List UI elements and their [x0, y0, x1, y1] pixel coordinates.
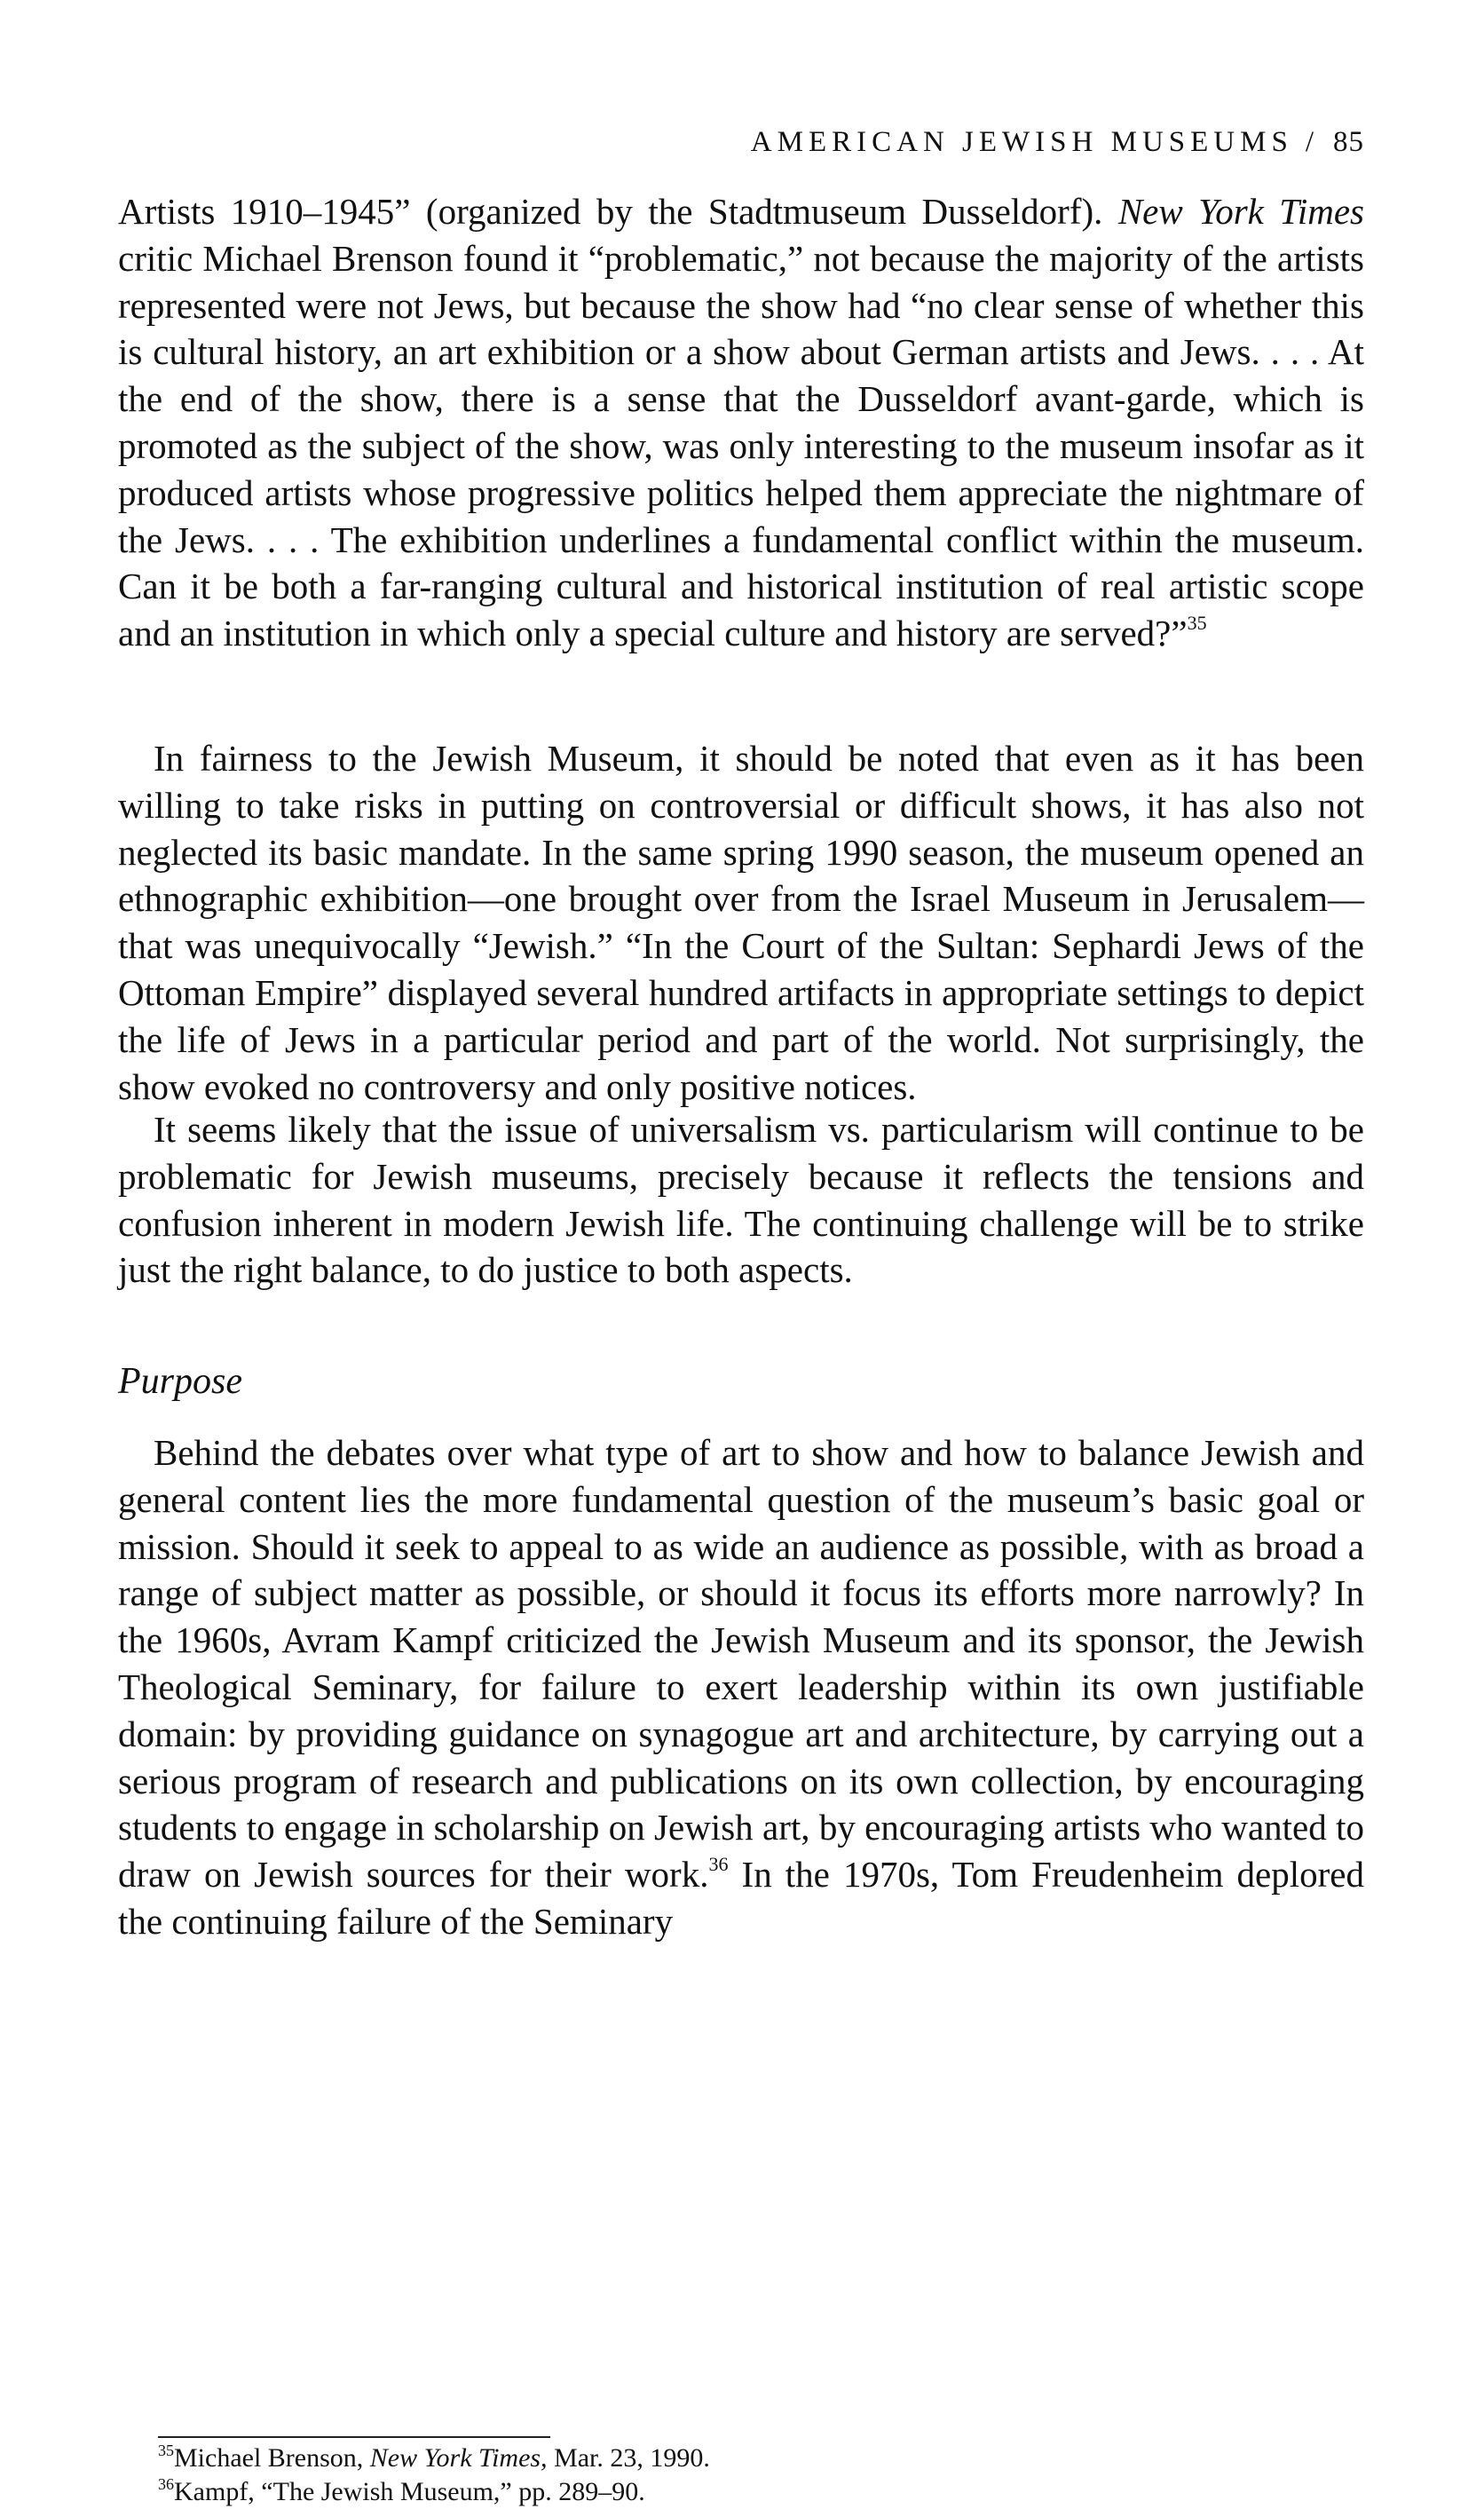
- page-number: 85: [1333, 126, 1364, 158]
- purpose-paragraph: [118, 1429, 1364, 1945]
- footnote-36-number: 36: [158, 2475, 174, 2493]
- footnote-rule: [158, 2436, 550, 2438]
- running-title: AMERICAN JEWISH MUSEUMS: [750, 126, 1293, 158]
- fairness-paragraph: [118, 735, 1364, 1110]
- paragraph-3: It seems likely that the issue of universalism vs. particularism will continue to be problematic for Jewish museums, precisely because it reflects the tensions and confusion inherent in modern Jewish life. The continuing challenge will be to strike just the right balance, to do justice to both aspects.: [118, 1109, 1364, 1291]
- paragraph-4-text-b: In the 1970s, Tom Freudenheim deplored the continuing failure of the Seminary: [118, 1854, 1364, 1942]
- paragraph-4-text-a: Behind the debates over what type of art to show and how to balance Jewish and general content lies the more fundamental question of the museum’s basic goal or mission. Should it seek to appeal to as wide an audience as possible, with as broad a range of subject matter as possible, or should it focus its efforts more narrowly? In the 1960s, Avram Kampf criticized the Jewish Museum and its sponsor, the Jewish Theological Seminary, for failure to exert leadership within its own justifiable domain: by providing guidance on synagogue art and architecture, by carrying out a serious program of research and publications on its own collection, by encouraging students to engage in scholarship on Jewish art, by encouraging artists who wanted to draw on Jewish sources for their work.: [118, 1432, 1364, 1896]
- footnote-35: [158, 2442, 710, 2475]
- footnote-35-text-a: Michael Brenson,: [174, 2443, 370, 2473]
- footnote-ref-35: 35: [1187, 612, 1207, 635]
- footnote-36: [158, 2475, 710, 2509]
- paragraph-2: In fairness to the Jewish Museum, it should be noted that even as it has been willing to take risks in putting on controversial or difficult shows, it has also not neglected its basic mandate. In the same spring 1990 season, the museum opened an ethnographic exhibition—one brought over from the Israel Museum in Jerusalem—that was unequivocally “Jewish.” “In the Court of the Sultan: Sephardi Jews of the Ottoman Empire” displayed several hundred artifacts in appropriate settings to depict the life of Jews in a particular period and part of the world. Not surprisingly, the show evoked no controversy and only positive notices.: [118, 738, 1364, 1107]
- running-head: [751, 126, 1364, 159]
- footnote-35-text-b: Mar. 23, 1990.: [547, 2443, 710, 2473]
- paragraph-1-text-b: critic Michael Brenson found it “problematic,” not because the majority of the artists represented were not Jews, but because the show had “no clear sense of whether this is cultural history, an art exhibition or a show about German artists and Jews. . . . At the end of the show, there is a sense that the Dusseldorf avant-garde, which is promoted as the subject of the show, was only interesting to the museum insofar as it produced artists whose progressive politics helped them appreciate the nightmare of the Jews. . . . The exhibition underlines a fundamental conflict within the museum. Can it be both a far-ranging cultural and historical institution of real artistic scope and an institution in which only a special culture and history are served?”: [118, 237, 1364, 654]
- universalism-paragraph: [118, 1106, 1364, 1294]
- quotation-paragraph: [118, 188, 1364, 657]
- footnotes: [158, 2442, 710, 2509]
- section-heading-purpose: Purpose: [118, 1361, 242, 1402]
- footnote-ref-36: 36: [708, 1853, 729, 1876]
- paragraph-1-text-a: Artists 1910–1945” (organized by the Stadtmuseum Dusseldorf).: [118, 191, 1118, 232]
- footnote-35-newspaper: New York Times,: [369, 2443, 548, 2473]
- footnote-35-number: 35: [158, 2442, 174, 2459]
- paragraph-1: [118, 188, 1364, 657]
- footnote-36-text: Kampf, “The Jewish Museum,” pp. 289–90.: [174, 2477, 645, 2506]
- header-separator: /: [1305, 126, 1314, 158]
- paragraph-4: [118, 1429, 1364, 1945]
- newspaper-title: New York Times: [1117, 191, 1364, 232]
